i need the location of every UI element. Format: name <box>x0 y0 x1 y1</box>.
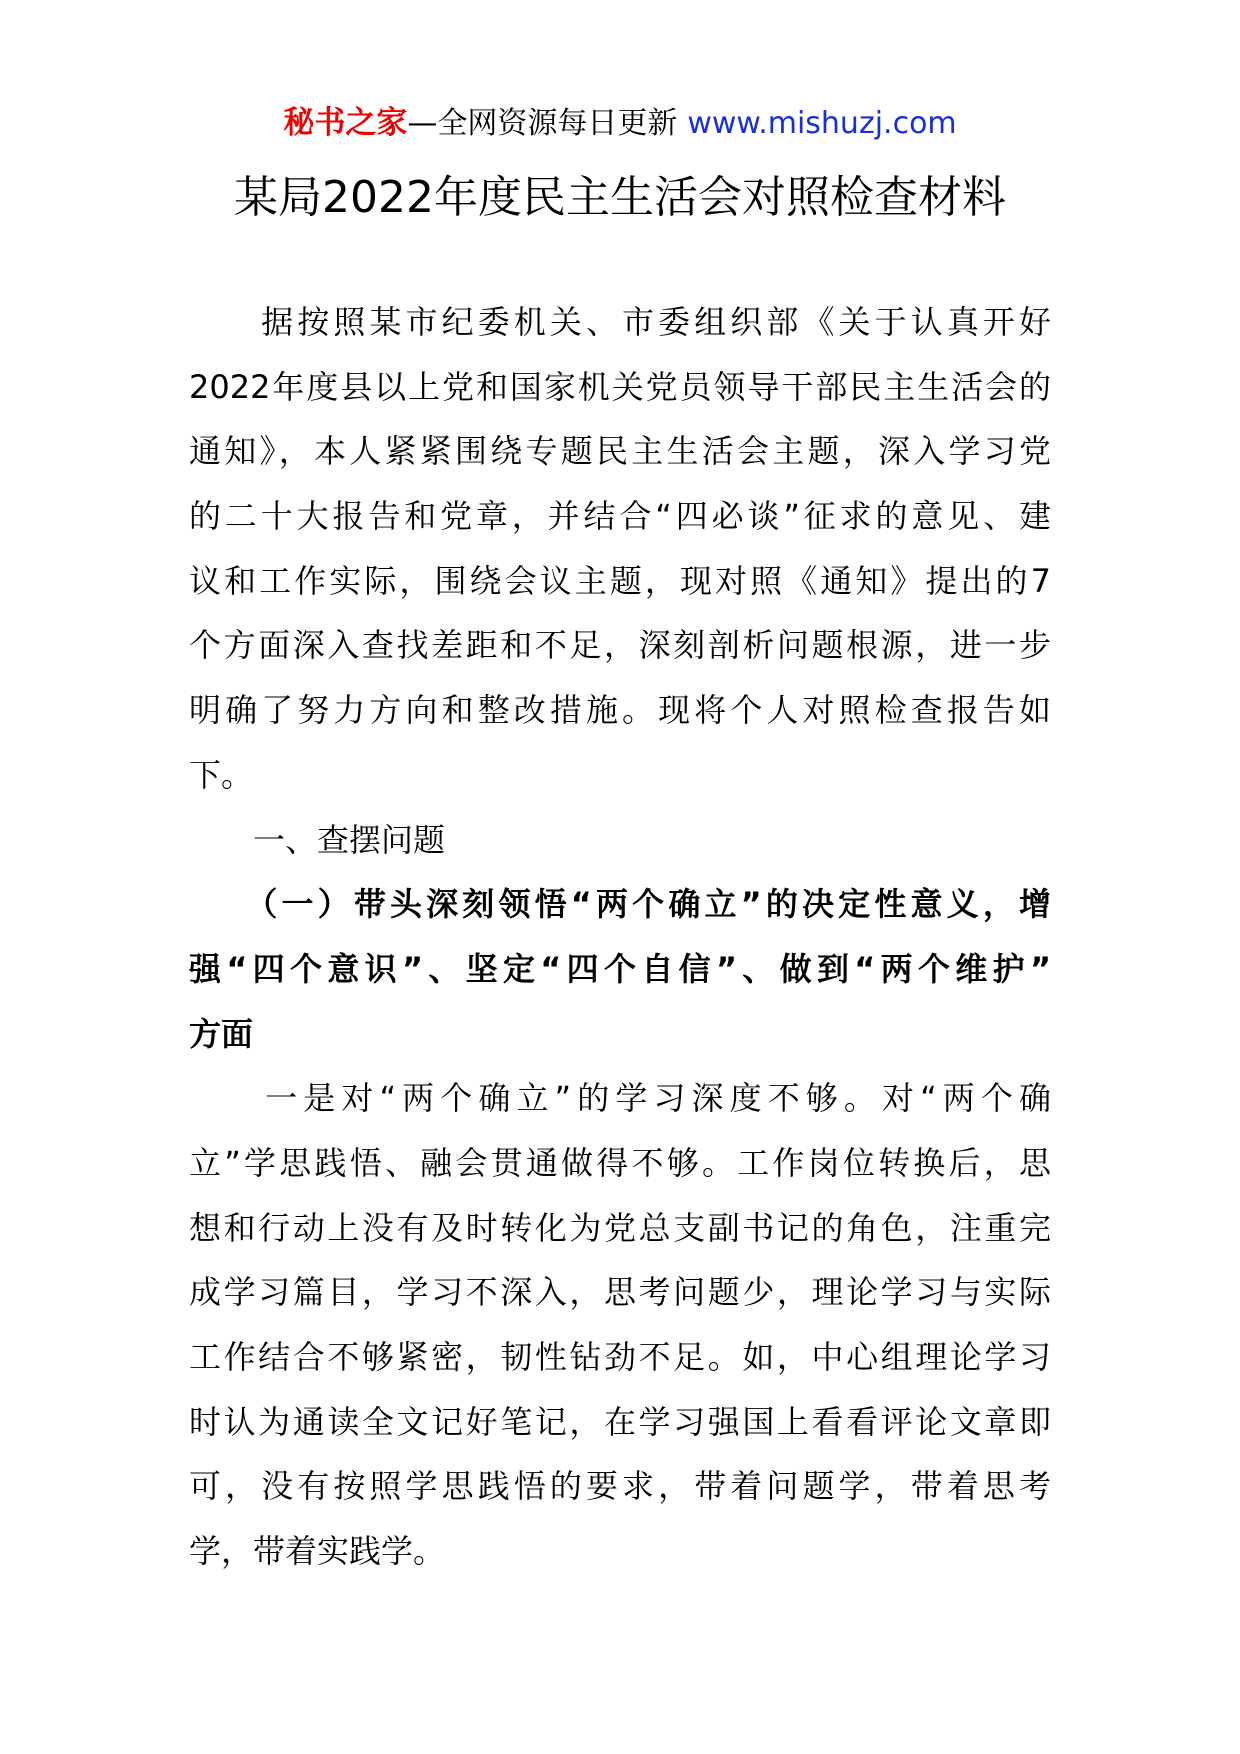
subsection-heading-line: 方面 <box>189 1014 254 1053</box>
body-line: 下。 <box>189 755 254 794</box>
subsection-heading-line: （一）带头深刻领悟“两个确立”的决定性意义，增 <box>189 885 1051 924</box>
document-body <box>189 290 1051 1584</box>
document-title: 某局2022年度民主生活会对照检查材料 <box>234 172 1006 223</box>
body-line: 成学习篇目，学习不深入，思考问题少，理论学习与实际 <box>189 1273 1051 1312</box>
body-line: 学，带着实践学。 <box>189 1532 446 1571</box>
body-line: 据按照某市纪委机关、市委组织部《关于认真开好 <box>189 303 1051 341</box>
site-slogan: —全网资源每日更新 <box>407 106 678 141</box>
site-name: 秘书之家 <box>283 105 408 141</box>
body-line: 时认为通读全文记好笔记，在学习强国上看看评论文章即 <box>189 1402 1051 1441</box>
body-line: 可，没有按照学思践悟的要求，带着问题学，带着思考 <box>189 1467 1051 1506</box>
body-line: 的二十大报告和党章，并结合“四必谈”征求的意见、建 <box>189 497 1051 536</box>
body-line: 明确了努力方向和整改措施。现将个人对照检查报告如 <box>189 691 1051 730</box>
body-line: 个方面深入查找差距和不足，深刻剖析问题根源，进一步 <box>189 626 1051 665</box>
body-line: 工作结合不够紧密，韧性钻劲不足。如，中心组理论学习 <box>189 1338 1051 1376</box>
body-line: 议和工作实际，围绕会议主题，现对照《通知》提出的7 <box>189 561 1051 600</box>
body-line: 想和行动上没有及时转化为党总支副书记的角色，注重完 <box>189 1208 1051 1247</box>
subsection-heading-line: 强“四个意识”、坚定“四个自信”、做到“两个维护” <box>189 949 1051 988</box>
body-line: 立”学思践悟、融会贯通做得不够。工作岗位转换后，思 <box>189 1143 1051 1182</box>
site-url-link[interactable]: www.mishuzj.com <box>687 106 957 141</box>
body-line: 2022年度县以上党和国家机关党员领导干部民主生活会的 <box>189 367 1051 406</box>
body-line: 一是对“两个确立”的学习深度不够。对“两个确 <box>189 1079 1051 1118</box>
body-line: 通知》，本人紧紧围绕专题民主生活会主题，深入学习党 <box>189 432 1051 471</box>
site-header <box>0 98 1240 149</box>
section-heading: 一、查摆问题 <box>189 820 446 859</box>
